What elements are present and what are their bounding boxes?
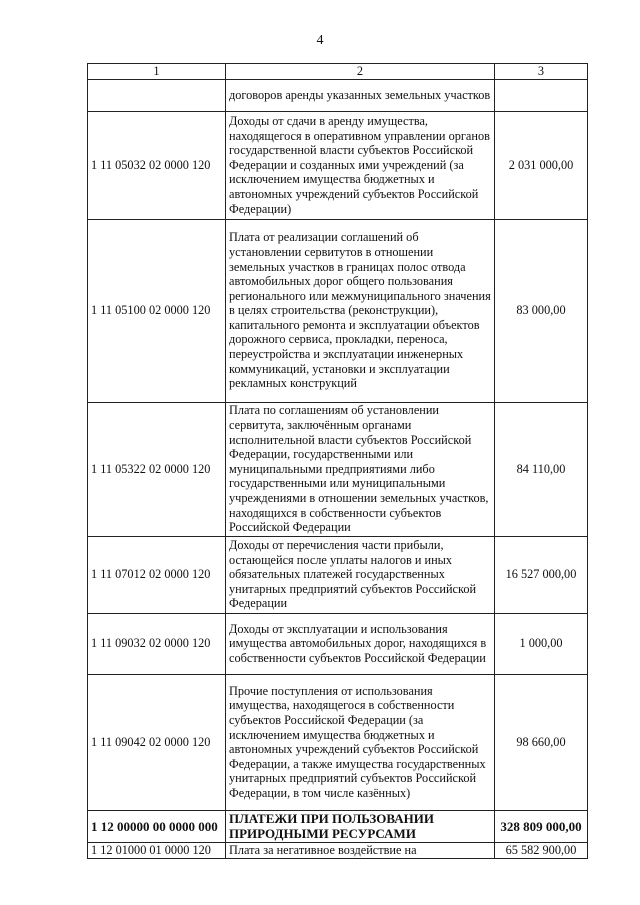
table-row xyxy=(88,111,588,219)
code-cell: 1 11 09042 02 0000 120 xyxy=(88,674,226,810)
code-cell: 1 11 05032 02 0000 120 xyxy=(88,111,226,219)
amount-cell: 16 527 000,00 xyxy=(495,536,588,613)
code-cell: 1 11 05100 02 0000 120 xyxy=(88,219,226,402)
description-cell: Плата от реализации соглашений об установлении сервитутов в отношении земельных участков в границах полос отвода автомобильных дорог общего пользования регионального или межмуниципального значения в целях строительства (реконструкции), капитального ремонта и эксплуатации объектов дорожного сервиса, прокладки, переноса, переустройства и эксплуатации инженерных коммуникаций, установки и эксплуатации рекламных конструкций xyxy=(226,219,495,402)
amount-cell: 328 809 000,00 xyxy=(495,810,588,842)
description-cell: Доходы от эксплуатации и использования имущества автомобильных дорог, находящихся в собственности субъектов Российской Федерации xyxy=(226,613,495,674)
table-row xyxy=(88,810,588,842)
amount-cell: 98 660,00 xyxy=(495,674,588,810)
table-row xyxy=(88,842,588,858)
column-header-3: 3 xyxy=(495,64,588,80)
code-cell: 1 12 00000 00 0000 000 xyxy=(88,810,226,842)
column-header-2: 2 xyxy=(226,64,495,80)
code-cell: 1 11 05322 02 0000 120 xyxy=(88,402,226,536)
column-header-1: 1 xyxy=(88,64,226,80)
amount-cell: 84 110,00 xyxy=(495,402,588,536)
page-number: 4 xyxy=(316,33,324,48)
revenue-table xyxy=(87,63,588,859)
table-row xyxy=(88,402,588,536)
table-row xyxy=(88,79,588,111)
code-cell: 1 12 01000 01 0000 120 xyxy=(88,842,226,858)
table-row xyxy=(88,219,588,402)
description-cell: Прочие поступления от использования имущества, находящегося в собственности субъектов Российской Федерации (за исключением имущества бюджетных и автономных учреждений субъектов Российской Федерации, а также имущества государственных унитарных предприятий субъектов Российской Федерации, в том числе казённых) xyxy=(226,674,495,810)
description-cell: Плата по соглашениям об установлении сервитута, заключённым органами исполнительной власти субъектов Российской Федерации, государственными или муниципальными предприятиями либо государственными или муниципальными учреждениями в отношении земельных участков, находящихся в собственности субъектов Российской Федерации xyxy=(226,402,495,536)
code-cell: 1 11 09032 02 0000 120 xyxy=(88,613,226,674)
table-row xyxy=(88,536,588,613)
code-cell: 1 11 07012 02 0000 120 xyxy=(88,536,226,613)
table-row xyxy=(88,613,588,674)
description-cell: Доходы от перечисления части прибыли, остающейся после уплаты налогов и иных обязательных платежей государственных унитарных предприятий субъектов Российской Федерации xyxy=(226,536,495,613)
description-cell: ПЛАТЕЖИ ПРИ ПОЛЬЗОВАНИИ ПРИРОДНЫМИ РЕСУРСАМИ xyxy=(226,810,495,842)
table-row xyxy=(88,674,588,810)
description-cell: договоров аренды указанных земельных участков xyxy=(226,79,495,111)
code-cell xyxy=(88,79,226,111)
description-cell: Доходы от сдачи в аренду имущества, находящегося в оперативном управлении органов государственной власти субъектов Российской Федерации и созданных ими учреждений (за исключением имущества бюджетных и автономных учреждений субъектов Российской Федерации) xyxy=(226,111,495,219)
amount-cell: 1 000,00 xyxy=(495,613,588,674)
description-cell: Плата за негативное воздействие на xyxy=(226,842,495,858)
amount-cell xyxy=(495,79,588,111)
amount-cell: 2 031 000,00 xyxy=(495,111,588,219)
table-header-row xyxy=(88,64,588,80)
amount-cell: 65 582 900,00 xyxy=(495,842,588,858)
amount-cell: 83 000,00 xyxy=(495,219,588,402)
